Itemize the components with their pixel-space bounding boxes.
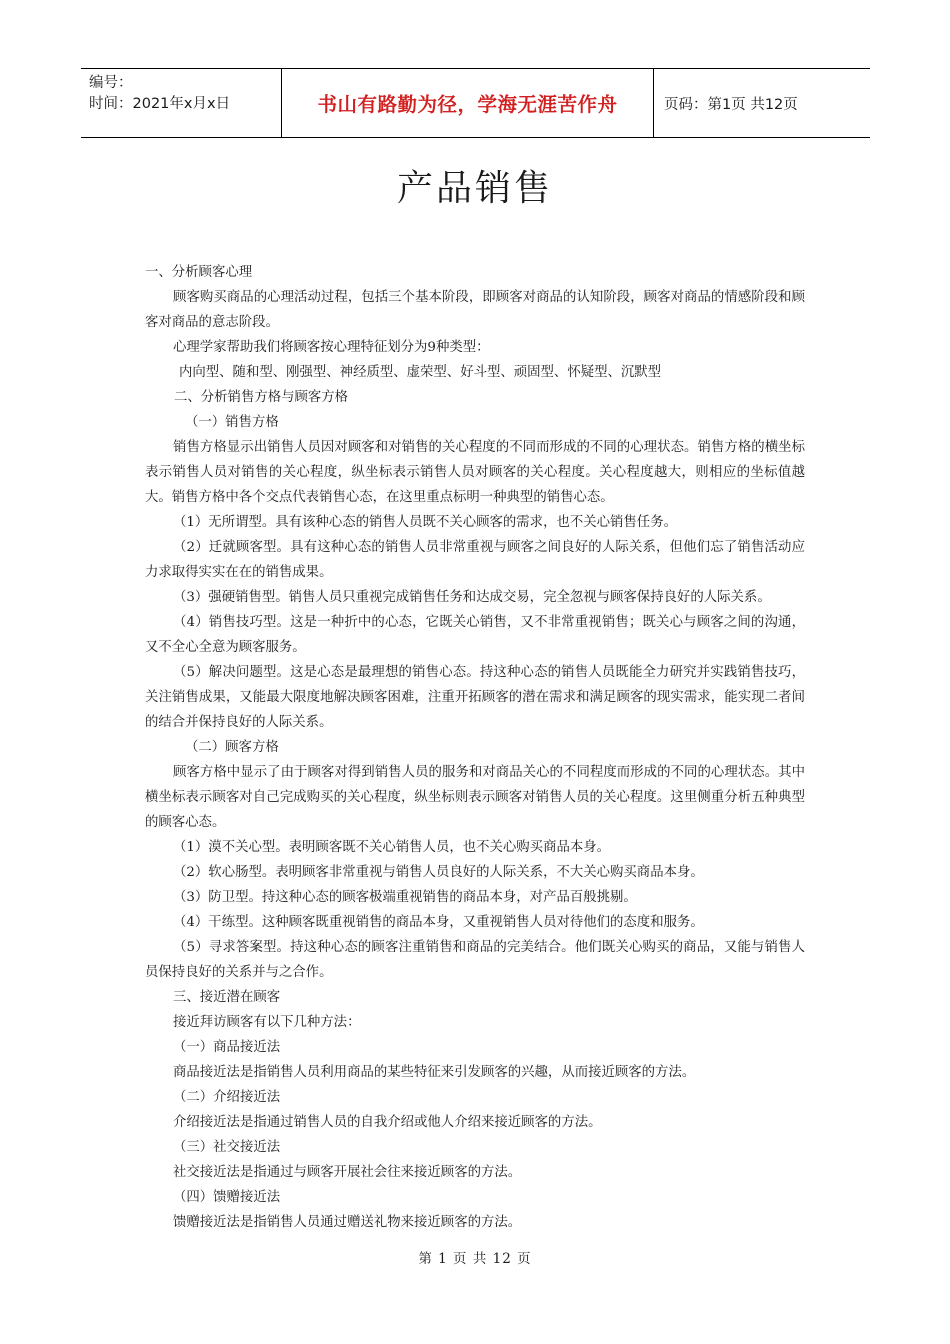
paragraph: 销售方格显示出销售人员因对顾客和对销售的关心程度的不同而形成的不同的心理状态。销售方格的横坐标表示销售人员对销售的关心程度，纵坐标表示销售人员对顾客的关心程度。关心程度越大，则相应的坐标值越大。销售方格中各个交点代表销售心态，在这里重点标明一种典型的销售心态。	[145, 440, 805, 505]
paragraph: （5）寻求答案型。持这种心态的顾客注重销售和商品的完美结合。他们既关心购买的商品，又能与销售人员保持良好的关系并与之合作。	[145, 940, 805, 980]
paragraph: （2）软心肠型。表明顾客非常重视与销售人员良好的人际关系，不大关心购买商品本身。	[173, 865, 704, 880]
paragraph: 介绍接近法是指通过销售人员的自我介绍或他人介绍来接近顾客的方法。	[173, 1115, 602, 1130]
paragraph: （三）社交接近法	[173, 1140, 281, 1155]
paragraph: （1）无所谓型。具有该种心态的销售人员既不关心顾客的需求，也不关心销售任务。	[173, 515, 677, 530]
paragraph: 心理学家帮助我们将顾客按心理特征划分为9种类型：	[173, 340, 490, 355]
page-footer: 第 1 页 共 12 页	[418, 1251, 532, 1267]
paragraph: （4）干练型。这种顾客既重视销售的商品本身，又重视销售人员对待他们的态度和服务。	[173, 915, 704, 930]
paragraph: 社交接近法是指通过与顾客开展社会往来接近顾客的方法。	[173, 1165, 522, 1180]
paragraph: 接近拜访顾客有以下几种方法：	[173, 1015, 361, 1030]
paragraph: （二）顾客方格	[185, 740, 279, 755]
paragraph: （5）解决问题型。这是心态是最理想的销售心态。持这种心态的销售人员既能全力研究并实践销售技巧，关注销售成果，又能最大限度地解决顾客困难，注重开拓顾客的潜在需求和满足顾客的现实需求，能实现二者间的结合并保持良好的人际关系。	[145, 665, 805, 730]
paragraph: 顾客方格中显示了由于顾客对得到销售人员的服务和对商品关心的不同程度而形成的不同的心理状态。其中横坐标表示顾客对自己完成购买的关心程度，纵坐标则表示顾客对销售人员的关心程度。这里侧重分析五种典型的顾客心态。	[145, 765, 805, 830]
header-page-info: 页码：第1页 共12页	[664, 96, 798, 113]
paragraph: （3）强硬销售型。销售人员只重视完成销售任务和达成交易，完全忽视与顾客保持良好的人际关系。	[173, 590, 771, 605]
document-date-label: 时间：2021年x月x日	[89, 96, 231, 112]
document-number-label: 编号：	[89, 75, 133, 91]
paragraph: （4）销售技巧型。这是一种折中的心态，它既关心销售，又不非常重视销售；既关心与顾客之间的沟通，又不全心全意为顾客服务。	[145, 615, 805, 655]
paragraph: （一）商品接近法	[173, 1040, 281, 1055]
document-body	[145, 260, 805, 1235]
paragraph: 内向型、随和型、刚强型、神经质型、虚荣型、好斗型、顽固型、怀疑型、沉默型	[179, 365, 662, 380]
header-motto: 书山有路勤为径，学海无涯苦作舟	[281, 69, 654, 137]
paragraph: 顾客购买商品的心理活动过程，包括三个基本阶段，即顾客对商品的认知阶段，顾客对商品的情感阶段和顾客对商品的意志阶段。	[145, 290, 805, 330]
paragraph: 馈赠接近法是指销售人员通过赠送礼物来接近顾客的方法。	[173, 1215, 522, 1230]
paragraph: （2）迁就顾客型。具有这种心态的销售人员非常重视与顾客之间良好的人际关系，但他们忘了销售活动应力求取得实实在在的销售成果。	[145, 540, 805, 580]
header-meta	[81, 69, 281, 137]
paragraph: （3）防卫型。持这种心态的顾客极端重视销售的商品本身，对产品百般挑剔。	[173, 890, 637, 905]
paragraph: （一）销售方格	[185, 415, 279, 430]
paragraph: 一、分析顾客心理	[145, 265, 253, 280]
paragraph: 二、分析销售方格与顾客方格	[174, 390, 349, 405]
page-title: 产品销售	[396, 168, 553, 209]
paragraph: （二）介绍接近法	[173, 1090, 281, 1105]
paragraph: 商品接近法是指销售人员利用商品的某些特征来引发顾客的兴趣，从而接近顾客的方法。	[173, 1065, 696, 1080]
paragraph: 三、接近潜在顾客	[173, 990, 281, 1005]
paragraph: （四）馈赠接近法	[173, 1190, 281, 1205]
paragraph: （1）漠不关心型。表明顾客既不关心销售人员，也不关心购买商品本身。	[173, 840, 611, 855]
document-header	[81, 68, 870, 138]
